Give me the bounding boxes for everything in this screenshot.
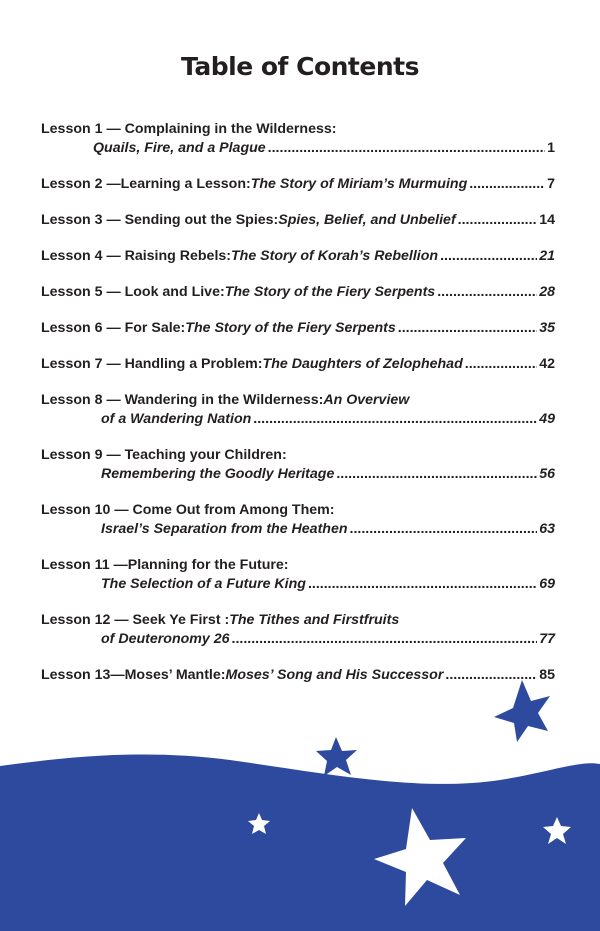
lesson-label: Lesson 9 — Teaching your Children: bbox=[41, 447, 287, 463]
lesson-label: Lesson 12 — Seek Ye First : bbox=[41, 612, 230, 628]
lesson-label: Lesson 3 — Sending out the Spies: bbox=[41, 212, 279, 228]
star-icon bbox=[316, 737, 357, 776]
page-number: 77 bbox=[539, 631, 555, 647]
star-icon bbox=[494, 680, 550, 742]
lesson-subtitle: Moses’ Song and His Successor bbox=[225, 667, 444, 683]
lesson-subtitle: Remembering the Goodly Heritage bbox=[101, 466, 335, 482]
page-number: 14 bbox=[539, 212, 555, 228]
lesson-subtitle: An Overview bbox=[323, 392, 410, 408]
star-icon bbox=[374, 808, 466, 906]
page-title: Table of Contents bbox=[181, 52, 419, 81]
page-number: 85 bbox=[539, 667, 555, 683]
lesson-label: Lesson 1 — Complaining in the Wilderness: bbox=[41, 121, 337, 137]
lesson-subtitle: The Tithes and Firstfruits bbox=[229, 612, 400, 628]
page-number: 49 bbox=[539, 411, 555, 427]
lesson-subtitle: Israel’s Separation from the Heathen bbox=[101, 521, 348, 537]
page-number: 1 bbox=[547, 140, 555, 156]
page-number: 7 bbox=[547, 176, 555, 192]
page-number: 42 bbox=[539, 356, 555, 372]
page-number: 28 bbox=[539, 284, 555, 300]
page-number: 63 bbox=[539, 521, 555, 537]
lesson-label: Lesson 6 — For Sale: bbox=[41, 320, 186, 336]
lesson-subtitle: Spies, Belief, and Unbelief bbox=[278, 212, 456, 228]
lesson-subtitle: The Story of the Fiery Serpents bbox=[224, 284, 436, 300]
lesson-subtitle: The Selection of a Future King bbox=[101, 576, 306, 592]
lesson-label: Lesson 5 — Look and Live: bbox=[41, 284, 225, 300]
page-number: 56 bbox=[539, 466, 555, 482]
lesson-label: Lesson 10 — Come Out from Among Them: bbox=[41, 502, 335, 518]
lesson-label: Lesson 7 — Handling a Problem: bbox=[41, 356, 263, 372]
lesson-label: Lesson 4 — Raising Rebels: bbox=[41, 248, 232, 264]
lesson-subtitle: The Daughters of Zelophehad bbox=[262, 356, 463, 372]
page-number: 21 bbox=[539, 248, 555, 264]
star-icon bbox=[248, 813, 270, 834]
lesson-label: Lesson 11 —Planning for the Future: bbox=[41, 557, 289, 573]
lesson-subtitle: The Story of Korah’s Rebellion bbox=[231, 248, 439, 264]
lesson-label: Lesson 13—Moses’ Mantle: bbox=[41, 667, 226, 683]
lesson-subtitle-continued: of Deuteronomy 26 bbox=[101, 631, 230, 647]
page-number: 35 bbox=[539, 320, 555, 336]
lesson-label: Lesson 2 —Learning a Lesson: bbox=[41, 176, 251, 192]
page-number: 69 bbox=[539, 576, 555, 592]
lesson-subtitle: The Story of the Fiery Serpents bbox=[185, 320, 396, 336]
lesson-label: Lesson 8 — Wandering in the Wilderness: bbox=[41, 392, 324, 408]
lesson-subtitle-continued: of a Wandering Nation bbox=[101, 411, 252, 427]
star-icon bbox=[543, 817, 571, 844]
lesson-subtitle: Quails, Fire, and a Plague bbox=[93, 140, 266, 156]
lesson-subtitle: The Story of Miriam’s Murmuing bbox=[250, 176, 468, 192]
